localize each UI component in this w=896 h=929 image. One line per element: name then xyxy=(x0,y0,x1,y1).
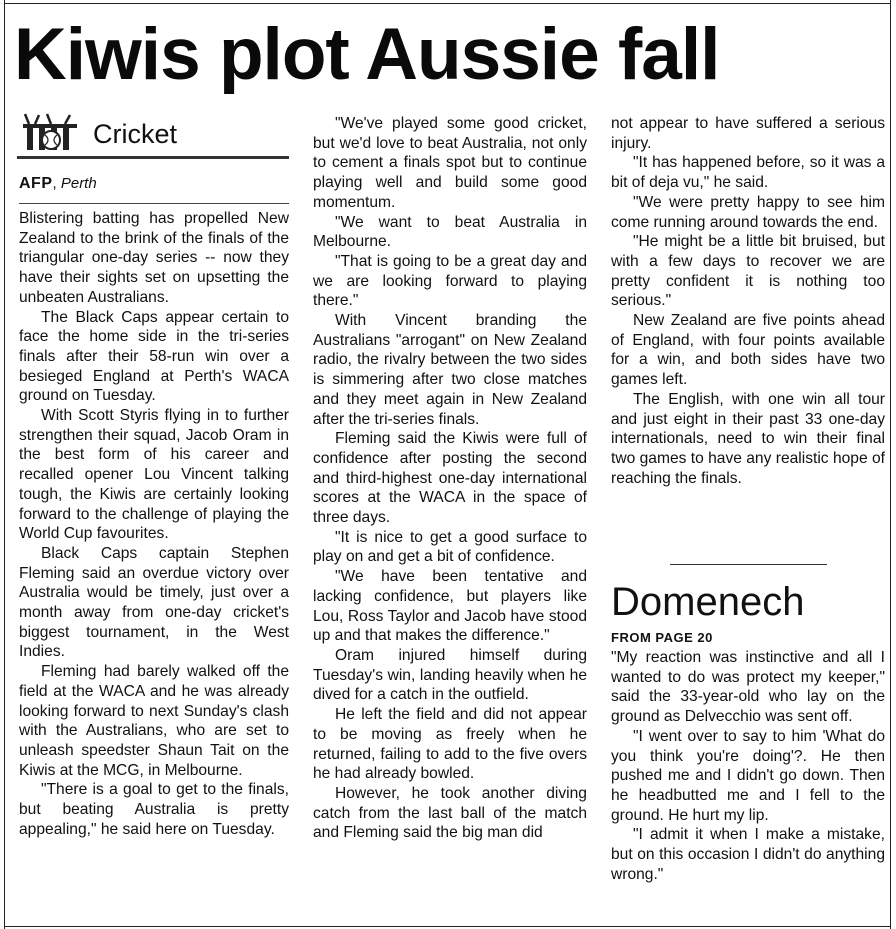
paragraph: Fleming said the Kiwis were full of confidence after posting the second and third-highest one-day international scores at the WACA in the space of three days. xyxy=(313,430,587,527)
paragraph: The Black Caps appear certain to face the home side in the tri-series finals after their 58-run win over a besieged England at Perth's WACA ground on Tuesday. xyxy=(19,308,289,405)
paragraph: However, he took another diving catch from the last ball of the match and Fleming said the big man did xyxy=(313,784,587,842)
paragraph: Oram injured himself during Tuesday's win, landing heavily when he dived for a catch in the outfield. xyxy=(313,646,587,704)
top-rule xyxy=(4,3,891,4)
paragraph: "There is a goal to get to the finals, but beating Australia is pretty appealing," he said here on Tuesday. xyxy=(19,781,289,838)
paragraph: "My reaction was instinctive and all I wanted to do was protect my keeper," said the 33-year-old who lay on the ground as Delvecchio was sent off. xyxy=(611,649,885,726)
sidebar-headline: Domenech xyxy=(611,580,805,624)
paragraph: "That is going to be a great day and we are looking forward to playing there." xyxy=(313,252,587,310)
paragraph: The English, with one win all tour and just eight in their past 33 one-day internationals, need to win their final two games to have any realistic hope of reaching the finals. xyxy=(611,390,885,487)
paragraph: "We have been tentative and lacking confidence, but players like Lou, Ross Taylor and Jacob have stood up and that makes the difference." xyxy=(313,568,587,645)
paragraph: "I admit it when I make a mistake, but on this occasion I didn't do anything wrong." xyxy=(611,826,885,883)
paragraph: Black Caps captain Stephen Fleming said an overdue victory over Australia would be timely, just over a month away from one-day cricket's biggest tournament, in the West Indies. xyxy=(19,544,289,661)
sidebar-story-body xyxy=(611,648,885,884)
headline: Kiwis plot Aussie fall xyxy=(14,14,720,95)
byline: AFP, Perth xyxy=(19,175,97,192)
jump-label: FROM PAGE 20 xyxy=(611,630,713,645)
byline-rule xyxy=(19,203,289,204)
bottom-rule xyxy=(4,926,891,927)
paragraph: Blistering batting has propelled New Zealand to the brink of the finals of the triangular one-day series -- now they have their sights set on upsetting the unbeaten Australians. xyxy=(19,210,289,306)
paragraph: New Zealand are five points ahead of England, with four points available for a win, and both sides have two games left. xyxy=(611,312,885,389)
paragraph: He left the field and did not appear to be moving as freely when he returned, failing to add to the five overs he had already bowled. xyxy=(313,706,587,783)
paragraph: With Vincent branding the Australians "arrogant" on New Zealand radio, the rivalry between the two sides is simmering after two close matches and they meet again in New Zealand after the tri-series finals. xyxy=(313,312,587,428)
article-column-3 xyxy=(611,114,885,488)
article-column-1 xyxy=(19,209,289,840)
story-divider xyxy=(670,564,827,565)
paragraph: Fleming had barely walked off the field at the WACA and he was already looking forward to next Sunday's clash with the Australians, who are set to unleash speedster Shaun Tait on the Kiwis at the MCG, in Melbourne. xyxy=(19,663,289,779)
paragraph: "We want to beat Australia in Melbourne. xyxy=(313,213,587,251)
paragraph: "We were pretty happy to see him come running around towards the end. xyxy=(611,193,885,231)
cricket-stumps-ball-icon xyxy=(21,112,79,152)
section-flag xyxy=(17,110,289,159)
paragraph: "We've played some good cricket, but we'd love to beat Australia, not only to cement a finals spot but to continue playing well and build some good momentum. xyxy=(313,115,587,211)
byline-source: AFP xyxy=(19,175,53,192)
paragraph: "It has happened before, so it was a bit of deja vu," he said. xyxy=(611,154,885,192)
byline-location: Perth xyxy=(60,175,97,192)
article-column-2 xyxy=(313,114,587,843)
paragraph: "He might be a little bit bruised, but with a few days to recover we are pretty confident it is nothing too serious." xyxy=(611,233,885,310)
section-label: Cricket xyxy=(93,119,178,149)
paragraph: not appear to have suffered a serious injury. xyxy=(611,115,885,152)
paragraph: "It is nice to get a good surface to play on and get a bit of confidence. xyxy=(313,528,587,566)
paragraph: "I went over to say to him 'What do you think you're doing'?. He then pushed me and I didn't go down. Then he headbutted me and I fell to the ground. He hurt my lip. xyxy=(611,727,885,824)
paragraph: With Scott Styris flying in to further strengthen their squad, Jacob Oram in the best form of his career and recalled opener Lou Vincent talking tough, the Kiwis are certainly looking forward to the challenge of playing the World Cup favourites. xyxy=(19,407,289,543)
